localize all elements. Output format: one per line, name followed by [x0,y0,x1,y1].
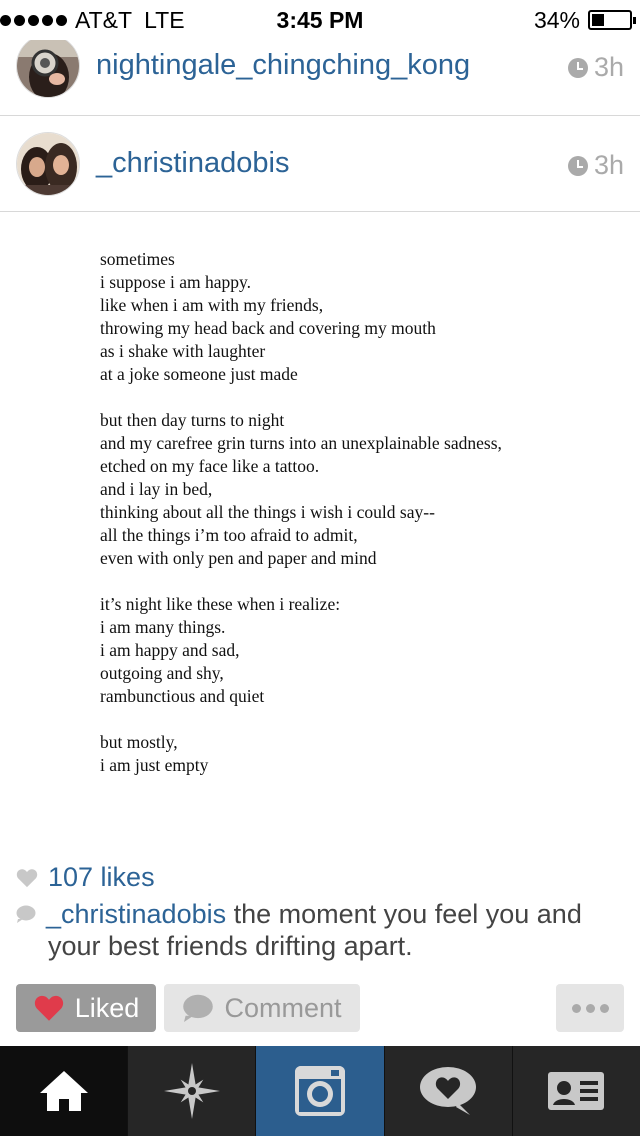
caption-username[interactable]: _christinadobis [46,899,227,929]
username-link[interactable]: _christinadobis [96,147,290,179]
tab-profile[interactable] [513,1046,640,1136]
comment-label: Comment [224,992,342,1023]
comment-button[interactable] [164,984,360,1032]
battery-percent: 34% [533,6,580,33]
network-type: LTE [144,6,185,33]
post-time-value: 3h [593,150,624,180]
tab-explore[interactable] [128,1046,256,1136]
liked-label: Liked [74,992,140,1023]
profile-card-icon [547,1071,605,1111]
explore-star-icon [162,1061,222,1121]
post-header [0,116,640,212]
tab-home[interactable] [0,1046,128,1136]
tab-bar [0,1046,640,1136]
likes-row [16,862,155,893]
comment-bubble-icon [182,994,214,1022]
more-options-button[interactable] [556,984,624,1032]
heart-icon [16,867,38,889]
heart-icon [33,994,65,1022]
caption-text-continued: your best friends drifting apart. [48,931,413,961]
tab-camera[interactable] [256,1046,384,1136]
tab-news[interactable] [385,1046,513,1136]
avatar[interactable] [16,132,80,196]
liked-button[interactable] [16,984,156,1032]
home-icon [38,1069,90,1113]
clock-time: 3:45 PM [276,6,364,33]
clock-icon [568,156,588,176]
more-icon [572,1004,609,1013]
comment-bubble-icon [16,905,36,923]
caption [16,898,626,962]
camera-icon [293,1064,347,1118]
post-time-value: 3h [593,52,624,82]
poem-text: sometimes i suppose i am happy. like when i am with my friends, throwing my head back and covering my mouth as i shake with laughter at a joke someone just made but then day turns to night and my carefree grin turns into an unexplainable sadness, etched on my face like a tattoo. and i lay in bed, thinking about all the things i wish i could say-- all the things i’m too afraid to admit, even with only pen and paper and mind it’s night like these when i realize: i am many things. i am happy and sad, outgoing and shy, rambunctious and quiet but mostly, i am just empty [100,249,502,775]
clock-icon [568,58,588,78]
caption-text: the moment you feel you and [226,899,582,929]
post-time [568,52,624,83]
username-link[interactable]: nightingale_chingching_kong [96,49,471,81]
news-heart-bubble-icon [418,1065,478,1117]
carrier-name: AT&T [75,6,133,33]
avatar[interactable] [16,34,80,98]
battery-icon [588,10,632,30]
post-photo[interactable] [0,212,640,852]
status-bar [0,0,640,40]
likes-count[interactable]: 107 likes [48,862,155,892]
signal-strength-icon [0,15,67,26]
post-time [568,150,624,181]
